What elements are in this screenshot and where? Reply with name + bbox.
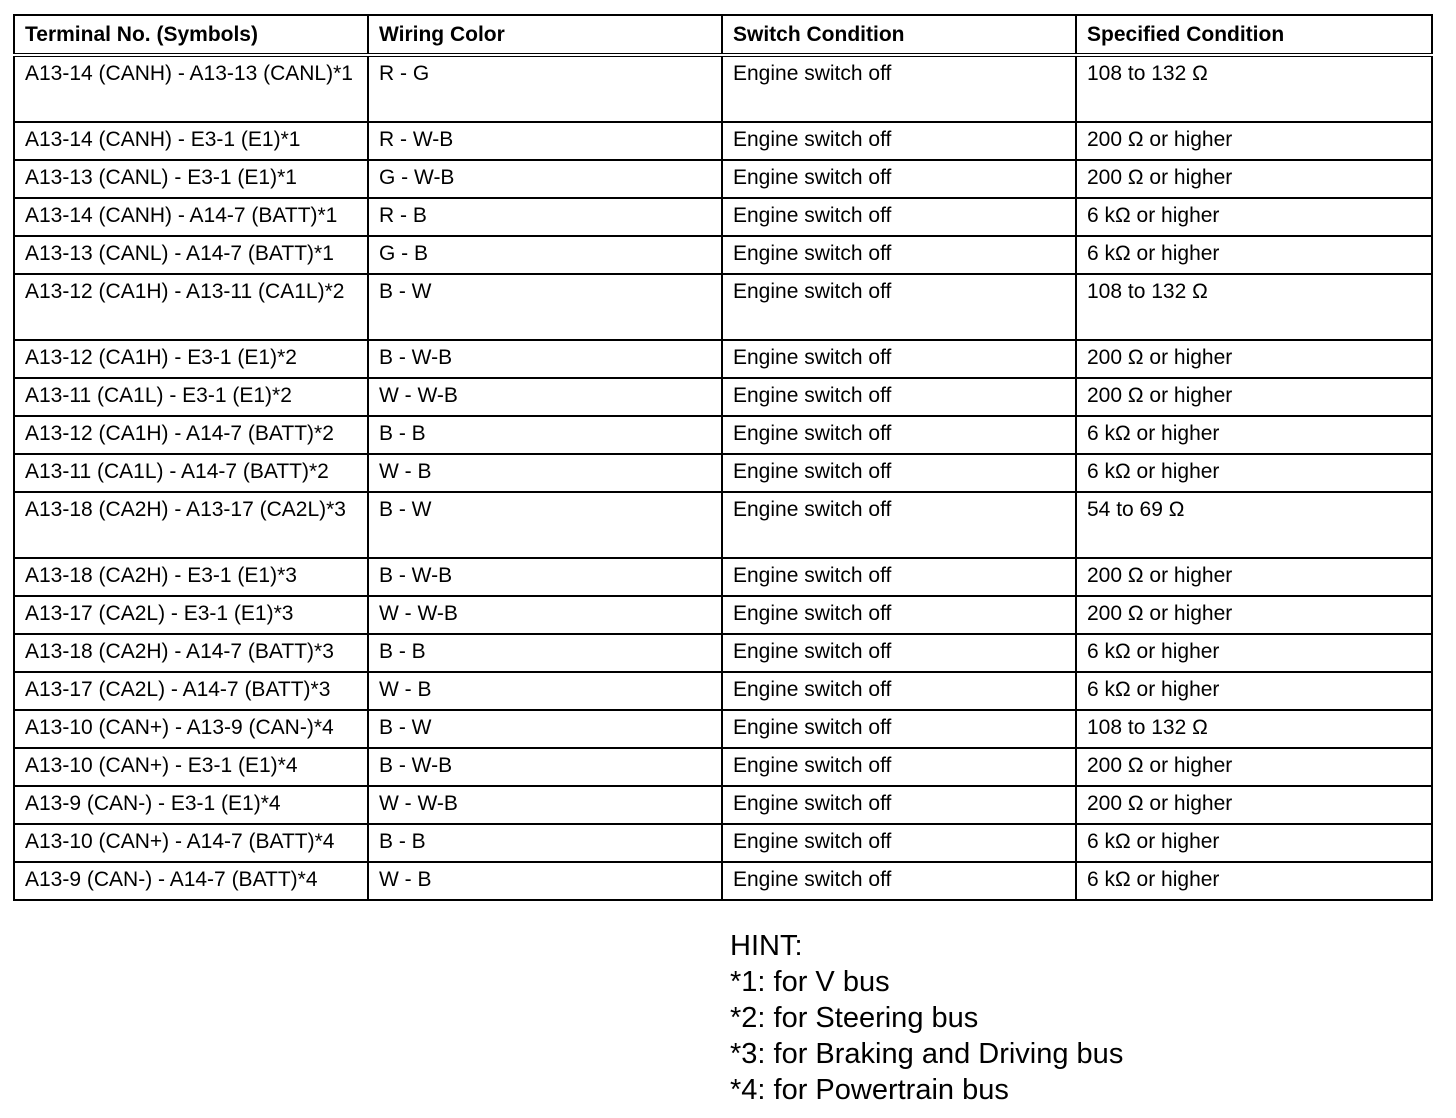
cell-terminal: A13-18 (CA2H) - A13-17 (CA2L)*3 bbox=[14, 492, 368, 558]
cell-terminal: A13-18 (CA2H) - A14-7 (BATT)*3 bbox=[14, 634, 368, 672]
cell-switch-condition: Engine switch off bbox=[722, 236, 1076, 274]
hint-note: *4: for Powertrain bus bbox=[730, 1074, 1009, 1106]
cell-wiring-color: W - W-B bbox=[368, 786, 722, 824]
cell-switch-condition: Engine switch off bbox=[722, 160, 1076, 198]
cell-switch-condition: Engine switch off bbox=[722, 122, 1076, 160]
cell-switch-condition: Engine switch off bbox=[722, 340, 1076, 378]
cell-specified-condition: 200 Ω or higher bbox=[1076, 378, 1432, 416]
cell-terminal: A13-12 (CA1H) - E3-1 (E1)*2 bbox=[14, 340, 368, 378]
cell-wiring-color: B - W-B bbox=[368, 558, 722, 596]
cell-wiring-color: B - W bbox=[368, 274, 722, 340]
cell-wiring-color: B - B bbox=[368, 634, 722, 672]
cell-switch-condition: Engine switch off bbox=[722, 596, 1076, 634]
table-body bbox=[14, 55, 1432, 900]
table-row bbox=[14, 55, 1432, 122]
cell-terminal: A13-18 (CA2H) - E3-1 (E1)*3 bbox=[14, 558, 368, 596]
cell-switch-condition: Engine switch off bbox=[722, 416, 1076, 454]
table-row bbox=[14, 122, 1432, 160]
cell-specified-condition: 108 to 132 Ω bbox=[1076, 710, 1432, 748]
table-row bbox=[14, 416, 1432, 454]
cell-switch-condition: Engine switch off bbox=[722, 558, 1076, 596]
cell-switch-condition: Engine switch off bbox=[722, 824, 1076, 862]
cell-specified-condition: 200 Ω or higher bbox=[1076, 596, 1432, 634]
hint-title: HINT: bbox=[730, 930, 803, 962]
cell-wiring-color: W - B bbox=[368, 672, 722, 710]
table-row bbox=[14, 786, 1432, 824]
cell-wiring-color: R - B bbox=[368, 198, 722, 236]
header-wiring-color: Wiring Color bbox=[368, 15, 722, 55]
cell-switch-condition: Engine switch off bbox=[722, 862, 1076, 900]
table-row bbox=[14, 340, 1432, 378]
cell-specified-condition: 6 kΩ or higher bbox=[1076, 634, 1432, 672]
cell-wiring-color: B - B bbox=[368, 416, 722, 454]
table-header-row bbox=[14, 15, 1432, 55]
cell-wiring-color: W - B bbox=[368, 862, 722, 900]
table-row bbox=[14, 492, 1432, 558]
table-row bbox=[14, 274, 1432, 340]
cell-specified-condition: 6 kΩ or higher bbox=[1076, 236, 1432, 274]
cell-switch-condition: Engine switch off bbox=[722, 55, 1076, 122]
cell-switch-condition: Engine switch off bbox=[722, 378, 1076, 416]
cell-specified-condition: 6 kΩ or higher bbox=[1076, 198, 1432, 236]
header-terminal: Terminal No. (Symbols) bbox=[14, 15, 368, 55]
cell-switch-condition: Engine switch off bbox=[722, 634, 1076, 672]
cell-wiring-color: B - W bbox=[368, 710, 722, 748]
cell-specified-condition: 6 kΩ or higher bbox=[1076, 672, 1432, 710]
cell-specified-condition: 200 Ω or higher bbox=[1076, 558, 1432, 596]
table-row bbox=[14, 824, 1432, 862]
cell-wiring-color: W - W-B bbox=[368, 596, 722, 634]
cell-terminal: A13-11 (CA1L) - E3-1 (E1)*2 bbox=[14, 378, 368, 416]
cell-terminal: A13-10 (CAN+) - E3-1 (E1)*4 bbox=[14, 748, 368, 786]
cell-terminal: A13-10 (CAN+) - A14-7 (BATT)*4 bbox=[14, 824, 368, 862]
cell-switch-condition: Engine switch off bbox=[722, 672, 1076, 710]
cell-specified-condition: 200 Ω or higher bbox=[1076, 340, 1432, 378]
cell-switch-condition: Engine switch off bbox=[722, 274, 1076, 340]
table-row bbox=[14, 672, 1432, 710]
cell-specified-condition: 200 Ω or higher bbox=[1076, 122, 1432, 160]
cell-specified-condition: 6 kΩ or higher bbox=[1076, 824, 1432, 862]
cell-wiring-color: W - W-B bbox=[368, 378, 722, 416]
cell-wiring-color: R - W-B bbox=[368, 122, 722, 160]
cell-wiring-color: B - W-B bbox=[368, 340, 722, 378]
cell-wiring-color: R - G bbox=[368, 55, 722, 122]
hint-note: *1: for V bus bbox=[730, 966, 890, 998]
table-row bbox=[14, 596, 1432, 634]
table-row bbox=[14, 710, 1432, 748]
hint-section bbox=[730, 928, 1123, 1108]
cell-terminal: A13-10 (CAN+) - A13-9 (CAN-)*4 bbox=[14, 710, 368, 748]
table-row bbox=[14, 198, 1432, 236]
hint-note: *3: for Braking and Driving bus bbox=[730, 1038, 1124, 1070]
table-row bbox=[14, 378, 1432, 416]
cell-specified-condition: 108 to 132 Ω bbox=[1076, 274, 1432, 340]
cell-terminal: A13-13 (CANL) - E3-1 (E1)*1 bbox=[14, 160, 368, 198]
cell-terminal: A13-14 (CANH) - A14-7 (BATT)*1 bbox=[14, 198, 368, 236]
cell-terminal: A13-12 (CA1H) - A14-7 (BATT)*2 bbox=[14, 416, 368, 454]
specification-table bbox=[13, 14, 1433, 901]
cell-specified-condition: 200 Ω or higher bbox=[1076, 748, 1432, 786]
cell-specified-condition: 200 Ω or higher bbox=[1076, 160, 1432, 198]
cell-wiring-color: G - B bbox=[368, 236, 722, 274]
cell-switch-condition: Engine switch off bbox=[722, 492, 1076, 558]
cell-specified-condition: 6 kΩ or higher bbox=[1076, 862, 1432, 900]
cell-switch-condition: Engine switch off bbox=[722, 454, 1076, 492]
table-row bbox=[14, 454, 1432, 492]
header-specified-condition: Specified Condition bbox=[1076, 15, 1432, 55]
table-row bbox=[14, 748, 1432, 786]
cell-terminal: A13-13 (CANL) - A14-7 (BATT)*1 bbox=[14, 236, 368, 274]
table-row bbox=[14, 160, 1432, 198]
header-switch-condition: Switch Condition bbox=[722, 15, 1076, 55]
cell-terminal: A13-9 (CAN-) - A14-7 (BATT)*4 bbox=[14, 862, 368, 900]
cell-specified-condition: 6 kΩ or higher bbox=[1076, 416, 1432, 454]
cell-terminal: A13-17 (CA2L) - E3-1 (E1)*3 bbox=[14, 596, 368, 634]
cell-wiring-color: G - W-B bbox=[368, 160, 722, 198]
cell-switch-condition: Engine switch off bbox=[722, 786, 1076, 824]
table-row bbox=[14, 634, 1432, 672]
table-row bbox=[14, 558, 1432, 596]
cell-terminal: A13-9 (CAN-) - E3-1 (E1)*4 bbox=[14, 786, 368, 824]
cell-wiring-color: B - B bbox=[368, 824, 722, 862]
cell-switch-condition: Engine switch off bbox=[722, 198, 1076, 236]
cell-specified-condition: 200 Ω or higher bbox=[1076, 786, 1432, 824]
cell-terminal: A13-12 (CA1H) - A13-11 (CA1L)*2 bbox=[14, 274, 368, 340]
cell-switch-condition: Engine switch off bbox=[722, 710, 1076, 748]
cell-terminal: A13-14 (CANH) - E3-1 (E1)*1 bbox=[14, 122, 368, 160]
cell-wiring-color: B - W-B bbox=[368, 748, 722, 786]
cell-wiring-color: B - W bbox=[368, 492, 722, 558]
cell-specified-condition: 6 kΩ or higher bbox=[1076, 454, 1432, 492]
cell-terminal: A13-11 (CA1L) - A14-7 (BATT)*2 bbox=[14, 454, 368, 492]
cell-terminal: A13-17 (CA2L) - A14-7 (BATT)*3 bbox=[14, 672, 368, 710]
cell-specified-condition: 108 to 132 Ω bbox=[1076, 55, 1432, 122]
cell-terminal: A13-14 (CANH) - A13-13 (CANL)*1 bbox=[14, 55, 368, 122]
table-row bbox=[14, 236, 1432, 274]
cell-wiring-color: W - B bbox=[368, 454, 722, 492]
cell-switch-condition: Engine switch off bbox=[722, 748, 1076, 786]
table-row bbox=[14, 862, 1432, 900]
hint-note: *2: for Steering bus bbox=[730, 1002, 979, 1034]
cell-specified-condition: 54 to 69 Ω bbox=[1076, 492, 1432, 558]
